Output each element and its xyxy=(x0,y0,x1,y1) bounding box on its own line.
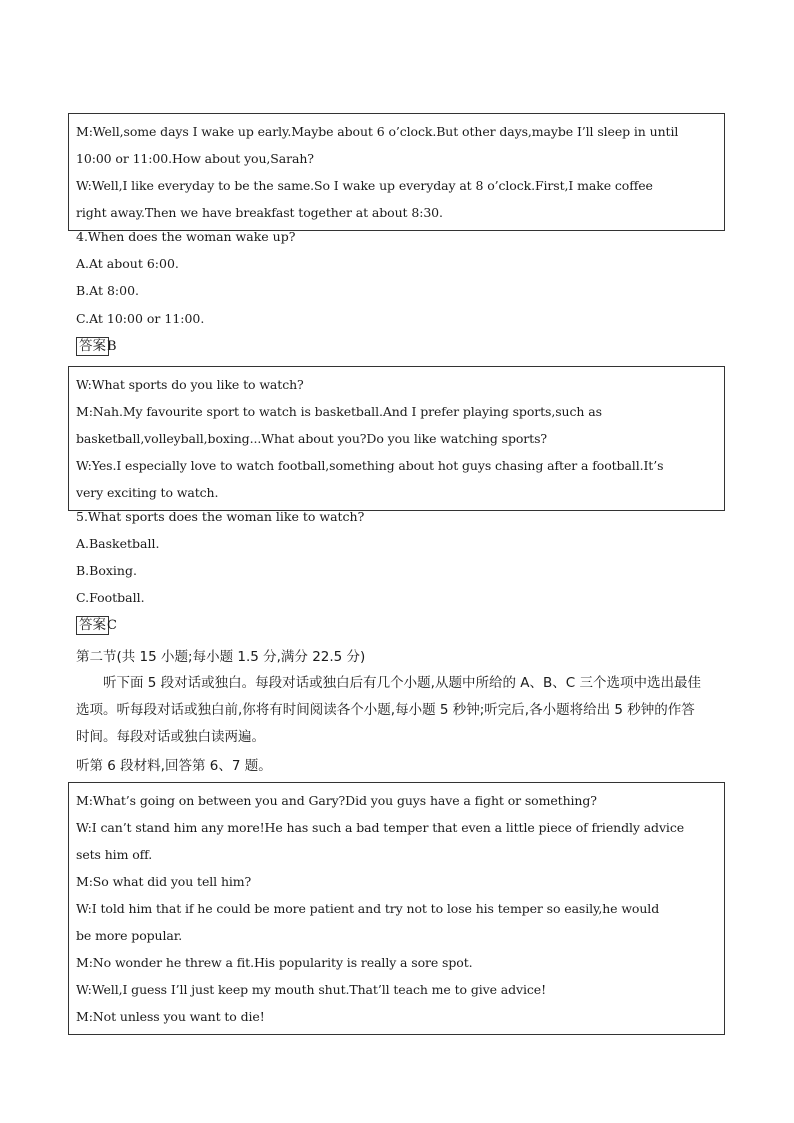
dialogue-line: very exciting to watch. xyxy=(76,485,219,500)
question-5: 5.What sports does the woman like to watch? xyxy=(76,509,365,524)
material-prompt: 听第 6 段材料,回答第 6、7 题。 xyxy=(76,758,272,774)
instruction-line: 选项。听每段对话或独白前,你将有时间阅读各个小题,每小题 5 秒钟;听完后,各小题将给出 5 秒钟的作答 xyxy=(76,702,695,718)
answer-label: 答案 xyxy=(76,616,109,635)
answer-row-4 xyxy=(76,337,117,356)
dialogue-line: M:No wonder he threw a fit.His popularity is really a sore spot. xyxy=(76,955,473,970)
option-a: A.At about 6:00. xyxy=(76,256,179,271)
dialogue-line: W:I told him that if he could be more patient and try not to lose his temper so easily,he would xyxy=(76,901,660,916)
dialogue-line: M:Nah.My favourite sport to watch is basketball.And I prefer playing sports,such as xyxy=(76,404,602,419)
dialogue-box-3 xyxy=(68,782,725,1035)
section-instructions xyxy=(76,670,726,751)
dialogue-box-2 xyxy=(68,366,725,511)
dialogue-line: W:Well,I guess I’ll just keep my mouth shut.That’ll teach me to give advice! xyxy=(76,982,546,997)
dialogue-line: W:Well,I like everyday to be the same.So I wake up everyday at 8 o’clock.First,I make coffee xyxy=(76,178,653,193)
dialogue-line: 10:00 or 11:00.How about you,Sarah? xyxy=(76,151,314,166)
dialogue-box-1 xyxy=(68,113,725,231)
dialogue-line: sets him off. xyxy=(76,847,153,862)
question-4: 4.When does the woman wake up? xyxy=(76,229,296,244)
dialogue-line: W:What sports do you like to watch? xyxy=(76,377,304,392)
dialogue-line: be more popular. xyxy=(76,928,183,943)
dialogue-line: M:So what did you tell him? xyxy=(76,874,252,889)
dialogue-line: M:Well,some days I wake up early.Maybe about 6 o’clock.But other days,maybe I’ll sleep in until xyxy=(76,124,679,139)
answer-row-5 xyxy=(76,616,117,635)
dialogue-line: M:What’s going on between you and Gary?Did you guys have a fight or something? xyxy=(76,793,597,808)
answer-value: B xyxy=(107,339,117,354)
dialogue-line: M:Not unless you want to die! xyxy=(76,1009,265,1024)
answer-label: 答案 xyxy=(76,337,109,356)
option-c: C.Football. xyxy=(76,590,145,605)
dialogue-line: W:Yes.I especially love to watch football,something about hot guys chasing after a football.It’s xyxy=(76,458,664,473)
option-c: C.At 10:00 or 11:00. xyxy=(76,311,205,326)
instruction-line: 时间。每段对话或独白读两遍。 xyxy=(76,729,265,745)
option-b: B.At 8:00. xyxy=(76,283,140,298)
answer-value: C xyxy=(107,618,117,633)
dialogue-line: basketball,volleyball,boxing...What about you?Do you like watching sports? xyxy=(76,431,547,446)
dialogue-line: right away.Then we have breakfast together at about 8:30. xyxy=(76,205,443,220)
option-b: B.Boxing. xyxy=(76,563,137,578)
option-a: A.Basketball. xyxy=(76,536,160,551)
section-title: 第二节(共 15 小题;每小题 1.5 分,满分 22.5 分) xyxy=(76,649,366,665)
instruction-line: 听下面 5 段对话或独白。每段对话或独白后有几个小题,从题中所给的 A、B、C 三个选项中选出最佳 xyxy=(103,675,701,691)
dialogue-line: W:I can’t stand him any more!He has such a bad temper that even a little piece of friendly advice xyxy=(76,820,685,835)
